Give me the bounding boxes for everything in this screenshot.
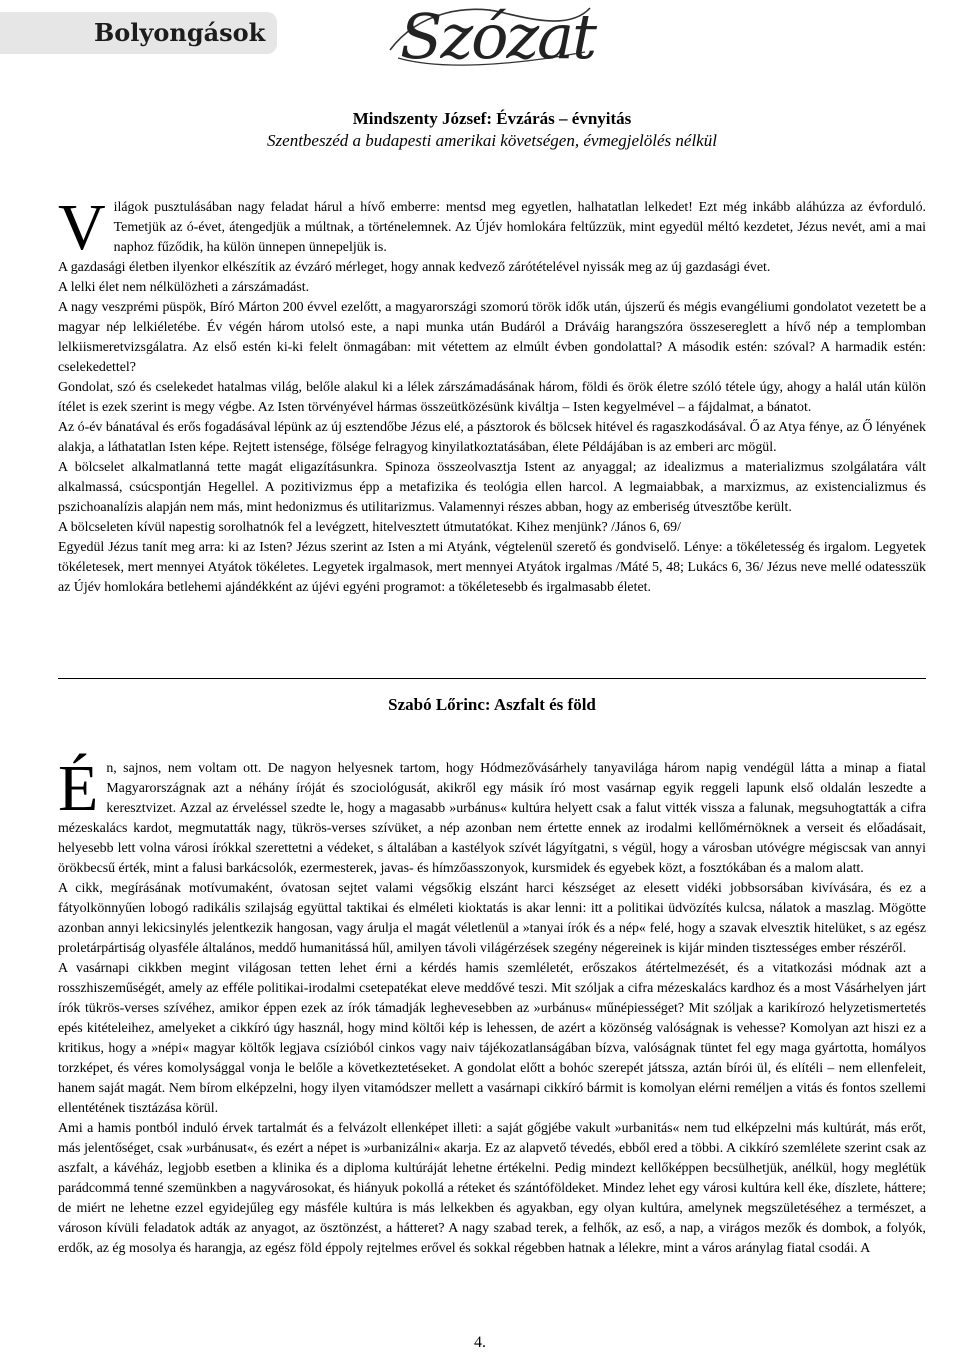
paragraph: A lelki élet nem nélkülözheti a zárszámadást. <box>58 280 310 295</box>
paragraph: A gazdasági életben ilyenkor elkészítik az évzáró mérleget, hogy annak kedvező zárótételével nyissák meg az új gazdasági évet. <box>58 260 771 275</box>
article-subtitle: Szentbeszéd a budapesti amerikai követségen, évmegjelölés nélkül <box>267 131 717 150</box>
paragraph: A bölcseleten kívül napestig sorolhatnók fel a levégzett, hitelvesztett útmutatókat. Kihez menjünk? /János 6, 69/ <box>58 520 681 535</box>
logo-text: Szózat <box>400 0 596 73</box>
drop-cap: É <box>58 752 99 825</box>
article-mindszenty <box>58 108 926 598</box>
article-body <box>58 752 926 1259</box>
paragraph: Az ó-év bánatával és erős fogadásával lépünk az új esztendőbe Jézus elé, a pásztorok és bölcsek hitével és ragaszkodásával. Ő az Atya fénye, az Ő lényének alakja, a láthatatlan Isten képe. Rejtett istensége, fölsége felragyog kinyilatkoztatásában, élete Példájában is az emberi arc mögül. <box>58 420 926 455</box>
section-title: Bolyongások <box>94 18 266 47</box>
paragraph: A nagy veszprémi püspök, Bíró Márton 200 évvel ezelőtt, a magyarországi szomorú török idők után, újszerű és mégis evangéliumi gondolatot vezetett be a magyar nép lelkiéletébe. Év végén három utolsó este, a napi munka után Budáról a Dráváig harangszóra összesereglett a hívő nép a templomban lelkiismeretvizsgálatra. Az első estén ki-ki felelt önmagában: mit vétettem az elmúlt évben gondolattal? A második estén: szóval? A harmadik estén: cselekedettel? <box>58 300 926 375</box>
article-divider <box>58 678 926 679</box>
paragraph: Egyedül Jézus tanít meg arra: ki az Isten? Jézus szerint az Isten a mi Atyánk, végtelenül szerető és gondviselő. Lénye: a tökéletesség és irgalom. Legyetek tökéletesek, mert mennyei Atyátok tökéletes. Legyetek irgalmasok, mert mennyei Atyátok irgalmas /Máté 5, 48; Lukács 6, 36/ Jézus neve mellé odatesszük az Újév homlokára betlehemi ajándékként az újévi egyéni programot: a tökéletesebb és irgalmasabb életet. <box>58 540 926 595</box>
paragraph: A cikk, megírásának motívumaként, óvatosan sejtet valami végsőkig elszánt harci készséget az elesett vidéki jobbsorsában kivívására, és ez a fátyolkönnyűen lobogó radikális szilajság együttal taktikai és elméleti kioktatás is akar lenni: itt a politikai üdvözítés kulcsa, nálatok a maszlag. Mögötte azonban annyi lekicsinylés jelentkezik hangosan, vagy árulja el magát véletlenül a »tanyai írók és a nép« felé, hogy a szavak elvesztik hitelüket, s az egész proletárpártiság olyasféle általános, meddő humanitássá hűl, amilyen távoli világérzések szegény négereinek is kijár minden tisztességes ember részéről. <box>58 881 926 956</box>
paragraph-text: n, sajnos, nem voltam ott. De nagyon helyesnek tartom, hogy Hódmezővásárhely tanyavilága három napig vendégül látta a minap a fiatal Magyarországnak azt a néhány íróját és szociológusát, akikről egy másik író most vasárnap egyik reggeli lapunk első oldalán leszedte a keresztvizet. Azzal az érveléssel szedte le, hogy a magasabb »urbánus« kultúra helyett csak a falut vitték vissza a falunak, megsuhogtatták a cifra mézeskalács kardot, megmutatták nagy, tükrös-verses szívüket, a nép azonban nem értette ennek az irodalmi kellőmérnöknek a verseit és előadásait, helyesebb lett volna városi írókkal szerettetni a védeket, s általában a kastélyok szívét lágyítgatni, s végül, hogy a városban utóvégre mégiscsak van annyi örökbecsű érték, mint a falusi barkácsolók, ezermesterek, javas- és hímzőasszonyok, kursmidek és egyebek közt, a fosztókában és a malom alatt. <box>58 761 926 876</box>
magazine-logo <box>380 0 600 76</box>
section-header-tab <box>0 12 277 54</box>
article-title: Szabó Lőrinc: Aszfalt és föld <box>388 695 596 714</box>
article-szabo <box>58 752 926 1259</box>
paragraph: Ami a hamis pontból induló érvek tartalmát és a felvázolt ellenképet illeti: a saját gőgjébe vakult »urbanitás« nem tud elképzelni más kultúrát, más erőt, más jelentőséget, csak »urbánusat«, és ezért a népet is »urbanizálni« akarja. Ez az alapvető tévedés, ebből ered a többi. A cikkíró szemlélete szerint csak az aszfalt, a kávéház, legjobb esetben a klinika és a diploma kultúráját lehetne értékelni. Pedig mindezt kellőképpen becsülhetjük, anélkül, hogy meglétük parádcommá tenné szemünkben a nagyvárosokat, és hiányuk pokollá a réteket és szántóföldeket. Mindez lehet egy városi kultúra kell éke, díszlete, háttere; de miért ne lehetne ezzel egyidejűleg egy másféle kultúra is más lelkekben és agyakban, egy olyan kultúra, amelynek megszületéséhez a természet, a városon kívüli feladatok adták az anyagot, az ösztönzést, a hátteret? A nagy szabad terek, a felhők, az eső, a nap, a virágos mezők és dombok, a folyók, erdők, az ég mosolya és harangja, az egész föld éppoly rejtelmes erővel és sokkal régebben hatnak a lélekre, mint a város aránylag fiatal csodái. A <box>58 1121 926 1256</box>
page-number: 4. <box>474 1334 486 1351</box>
paragraph: A vasárnapi cikkben megint világosan tetten lehet érni a kérdés hamis szemléletét, erőszakos átértelmezését, és a vitatkozási módnak azt a rosszhiszeműségét, amely az efféle politikai-irodalmi csetepatékat eleve meddővé teszi. Mit szóljak a cifra mézeskalács kardhoz és a most Vásárhelyen járt írók tükrös-verses szívéhez, amikor éppen ezek az írók támadják leghevesebben az »urbánus« műnépiességet? Mit szóljak a karikírozó helyzetismertetés epés kitételeihez, amelyeket a cikkíró úgy használ, hogy mind költői kép is lehessen, de azért a közönség valóságnak is vehesse? Komolyan azt hiszi ez a kritikus, hogy a »népi« magyar költők legjava csízióból cinkos vagy naiv tájékozatlanságában bízva, valóságnak tüntet fel egy maga gyártotta, homályos torzképet, és véres komolysággal vonja le belőle a következtetéseket. A gondolat előtt a bohóc szerepét játssza, aztán bírói ül, és elítéli – nem ellenfeleit, hanem saját magát. Nem bírom elképzelni, hogy ilyen vitamódszer mellett a vasárnapi cikkíró bármit is komolyan elérni reméljen a vitás és fontos szellemi ellentétének tisztázása körül. <box>58 961 926 1116</box>
first-paragraph <box>58 191 926 264</box>
paragraph: Gondolat, szó és cselekedet hatalmas világ, belőle alakul ki a lélek zárszámadásának három, földi és örök életre szóló tétele úgy, ahogy a halál után külön ítélet is ezek szerint is megy végbe. Az Isten törvényével hármas összeütközésünk kiváltja – Isten kegyelmével – a fájdalmat, a bánatot. <box>58 380 926 415</box>
first-paragraph <box>58 752 926 879</box>
drop-cap: V <box>58 191 106 264</box>
article-body <box>58 191 926 598</box>
paragraph: A bölcselet alkalmatlanná tette magát eligazításunkra. Spinoza összeolvasztja Istent az anyaggal; az idealizmus a materializmus szolgálatára vált alkalmassá, csúcspontján Hegellel. A pozitivizmus épp a metafizika és teológia ellen harcol. A legmaiabbak, a marxizmus, az existencializmus és pszichoanalízis alapján nem más, mint hedonizmus és utilitarizmus. Valamennyi részes abban, hogy az emberiség útvesztőbe került. <box>58 460 926 515</box>
paragraph-text: ilágok pusztulásában nagy feladat hárul a hívő emberre: mentsd meg egyetlen, halhatatlan lelkedet! Ezt még inkább aláhúzza az évforduló. Temetjük az ó-évet, átengedjük a múltnak, a történelemnek. Az Újév homlokára feltűzzük, mint egyedül méltó kezdetet, Jézus nevét, ami a mai naphoz fűződik, ha külön ünnepen ünnepeljük is. <box>113 200 926 255</box>
article-title: Mindszenty József: Évzárás – évnyitás <box>352 109 632 128</box>
